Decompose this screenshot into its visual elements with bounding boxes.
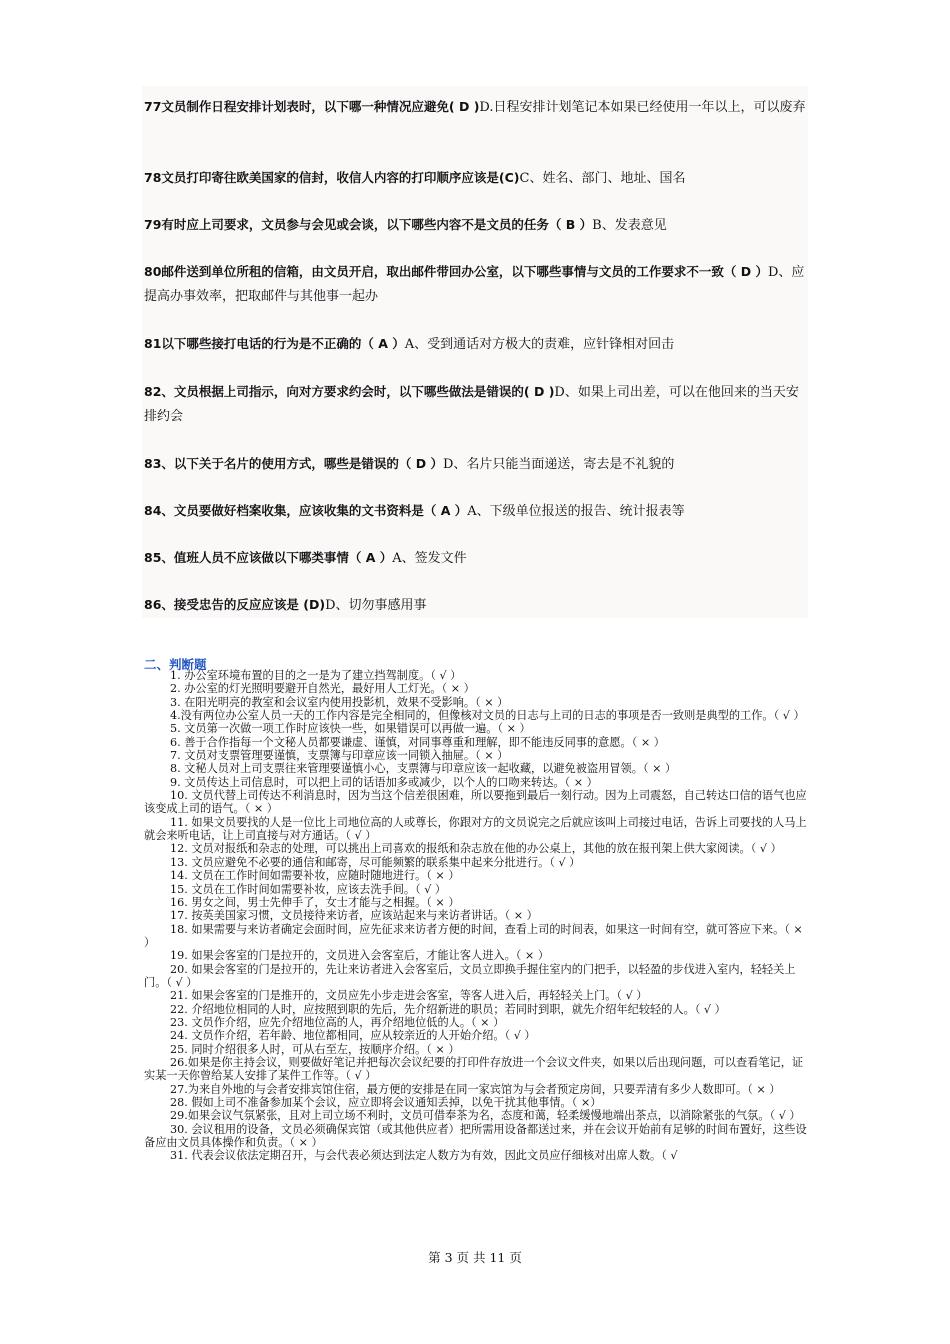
list-item: 5. 文员第一次做一项工作时应该快一些，如果错误可以再做一遍。（ × ） [170,722,531,736]
list-item: 17. 按英美国家习惯，文员接待来访者，应该站起来与来访者讲话。（ × ） [170,909,538,923]
page-number: 第 3 页 共 11 页 [428,1250,522,1265]
question-text: 82、文员根据上司指示，向对方要求约会时，以下哪些做法是错误的( D ) [144,384,555,399]
question-84 [144,499,808,524]
question-82 [144,380,808,429]
answer-text: C、姓名、部门、地址、国名 [519,171,686,186]
answer-text: D、名片只能当面递送，寄去是不礼貌的 [442,457,675,472]
answer-text: D、如果上司出差，可以在他回来的当天安排约会 [144,385,799,424]
question-77 [144,95,808,120]
question-text: 78文员打印寄往欧美国家的信封，收信人内容的打印顺序应该是(C) [144,170,520,185]
answer-text: A、下级单位报送的报告、统计报表等 [467,504,685,519]
question-80 [144,260,808,309]
question-86 [144,593,808,618]
list-item: 24. 文员作介绍，若年龄、地位都相同，应从较亲近的人开始介绍。（ √ ） [170,1029,536,1043]
list-item: 2. 办公室的灯光照明要避开自然光，最好用人工灯光。（ × ） [170,682,475,696]
list-item: 14. 文员在工作时间如需要补妆，应随时随地进行。（ × ） [170,869,460,883]
answer-text: D、应提高办事效率，把取邮件与其他事一起办 [144,265,805,304]
list-item: 15. 文员在工作时间如需要补妆，应该去洗手间。（ √ ） [170,882,447,896]
answer-text: A、受到通话对方极大的责难，应针锋相对回击 [404,337,675,352]
list-item: 18. 如果需要与来访者确定会面时间，应先征求来访者方便的时间，查看上司的时间表，如果这一时间有空，就可答应下来。（ × ） [144,922,803,949]
list-item: 1. 办公室环境布置的目的之一是为了建立挡驾制度。（ √ ） [170,669,462,682]
question-79 [144,213,808,238]
answer-text: B、发表意见 [592,218,667,233]
question-text: 86、接受忠告的反应应该是 (D) [144,597,326,612]
list-item: 12. 文员对报纸和杂志的处理，可以挑出上司喜欢的报纸和杂志放在他的办公桌上，其他的放在报刊架上供大家阅读。（ √ ） [170,842,782,856]
list-item: 25. 同时介绍很多人时，可从右至左，按顺序介绍。（ × ） [170,1042,460,1056]
question-85 [144,546,808,571]
question-text: 79有时应上司要求，文员参与会见或会谈，以下哪些内容不是文员的任务（ B ） [144,217,593,232]
list-item: 8. 文秘人员对上司支票往来管理要谨慎小心，支票簿与印章应该一起收藏，以避免被盗用冒领。（ × ） [170,762,677,776]
list-item: 7. 文员对支票管理要谨慎，支票簿与印章应该一同锁入抽屉。（ × ） [170,749,509,763]
list-item: 27.为来自外地的与会者安排宾馆住宿，最方便的安排是在同一家宾馆为与会者预定房间，只要弄清有多少人数即可。（ × ） [170,1082,781,1096]
true-false-list [144,669,808,1163]
list-item: 13. 文员应避免不必要的通信和邮寄，尽可能频繁的联系集中起来分批进行。（ √ ） [170,855,581,869]
question-text: 80邮件送到单位所租的信箱，由文员开启，取出邮件带回办公室，以下哪些事情与文员的工作要求不一致（ D ） [144,264,768,279]
question-81 [144,332,808,357]
list-item: 16. 男女之间，男士先伸手了，女士才能与之相握。（ × ） [170,895,460,909]
answer-text: D、切勿事感用事 [325,598,427,613]
list-item: 31. 代表会议依法定期召开，与会代表必须达到法定人数方为有效，因此文员应仔细核对出席人数。（ √ [170,1149,678,1163]
list-item: 20. 如果会客室的门是拉开的，先让来访者进入会客室后，文员立即换手握住室内的门把手，以轻盈的步伐进入室内，轻轻关上门。（ √ ） [144,962,796,989]
list-item: 6. 善于合作指每一个文秘人员都要谦虚、谨慎，对同事尊重和理解，即不能违反同事的意愿。（ × ） [170,735,665,749]
question-text: 84、文员要做好档案收集，应该收集的文书资料是（ A ） [144,503,468,518]
list-item: 26.如果是你主持会议，则要做好笔记并把每次会议纪要的打印件存放进一个会议文件夹，如果以后出现问题，可以查看笔记，证实某一天你曾给某人安排了某件工作等。（ √ ） [144,1055,804,1083]
list-item: 10. 文员代替上司传达不利消息时，因为当这个信差很困难，所以要拖到最后一刻行动。因为上司震怒，自己转达口信的语气也应该变成上司的语气。（ × ） [144,789,807,816]
answer-text: A、签发文件 [392,551,467,566]
list-item: 19. 如果会客室的门是拉开的，文员进入会客室后，才能让客人进入。（ × ） [170,949,550,963]
question-text: 85、值班人员不应该做以下哪类事情（ A ） [144,550,393,565]
question-text: 83、以下关于名片的使用方式，哪些是错误的（ D ） [144,456,443,471]
question-78 [144,166,808,191]
list-item: 22. 介绍地位相同的人时，应按照到职的先后，先介绍新进的职员；若同时到职，就先介绍年纪较轻的人。（ √ ） [170,1002,726,1016]
section-title: 二、判断题 [144,657,207,672]
question-text: 81以下哪些接打电话的行为是不正确的（ A ） [144,336,405,351]
question-text: 77文员制作日程安排计划表时，以下哪一种情况应避免( D ) [144,99,480,114]
list-item: 30. 会议租用的设备，文员必须确保宾馆（或其他供应者）把所需用设备都送过来，并在会议开始前有足够的时间布置好，这些设备应由文员具体操作和负责。（ × ） [144,1122,807,1150]
list-item: 21. 如果会客室的门是推开的，文员应先小步走进会客室，等客人进入后，再轻轻关上门。（ √ ） [170,989,648,1003]
list-item: 23. 文员作介绍，应先介绍地位高的人，再介绍地位低的人。（ × ） [170,1015,505,1029]
list-item: 9. 文员传达上司信息时，可以把上司的话语加多或减少，以个人的口吻来转达。（ × ） [170,775,598,789]
list-item: 3. 在阳光明亮的教室和会议室内使用投影机，效果不受影响。（ × ） [170,695,509,709]
list-item: 11. 如果文员要找的人是一位比上司地位高的人或尊长，你跟对方的文员说完之后就应该叫上司接过电话，告诉上司要找的人马上就会来听电话，让上司直接与对方通话。（ √ ） [144,815,807,843]
answer-text: D.日程安排计划笔记本如果已经使用一年以上，可以废弃 [479,100,806,115]
list-item: 29.如果会议气氛紧张，且对上司立场不利时，文员可借奉茶为名，态度和蔼，轻柔缓慢地端出茶点，以消除紧张的气氛。（ √ ） [170,1109,801,1123]
list-item: 28. 假如上司不准备参加某个会议，应立即将会议通知丢掉，以免干扰其他事情。（ ×） [170,1096,602,1109]
list-item: 4.没有两位办公室人员一天的工作内容是完全相同的，但像核对文员的日志与上司的日志的事项是否一致则是典型的工作。（ √ ） [170,709,805,723]
question-83 [144,452,808,477]
